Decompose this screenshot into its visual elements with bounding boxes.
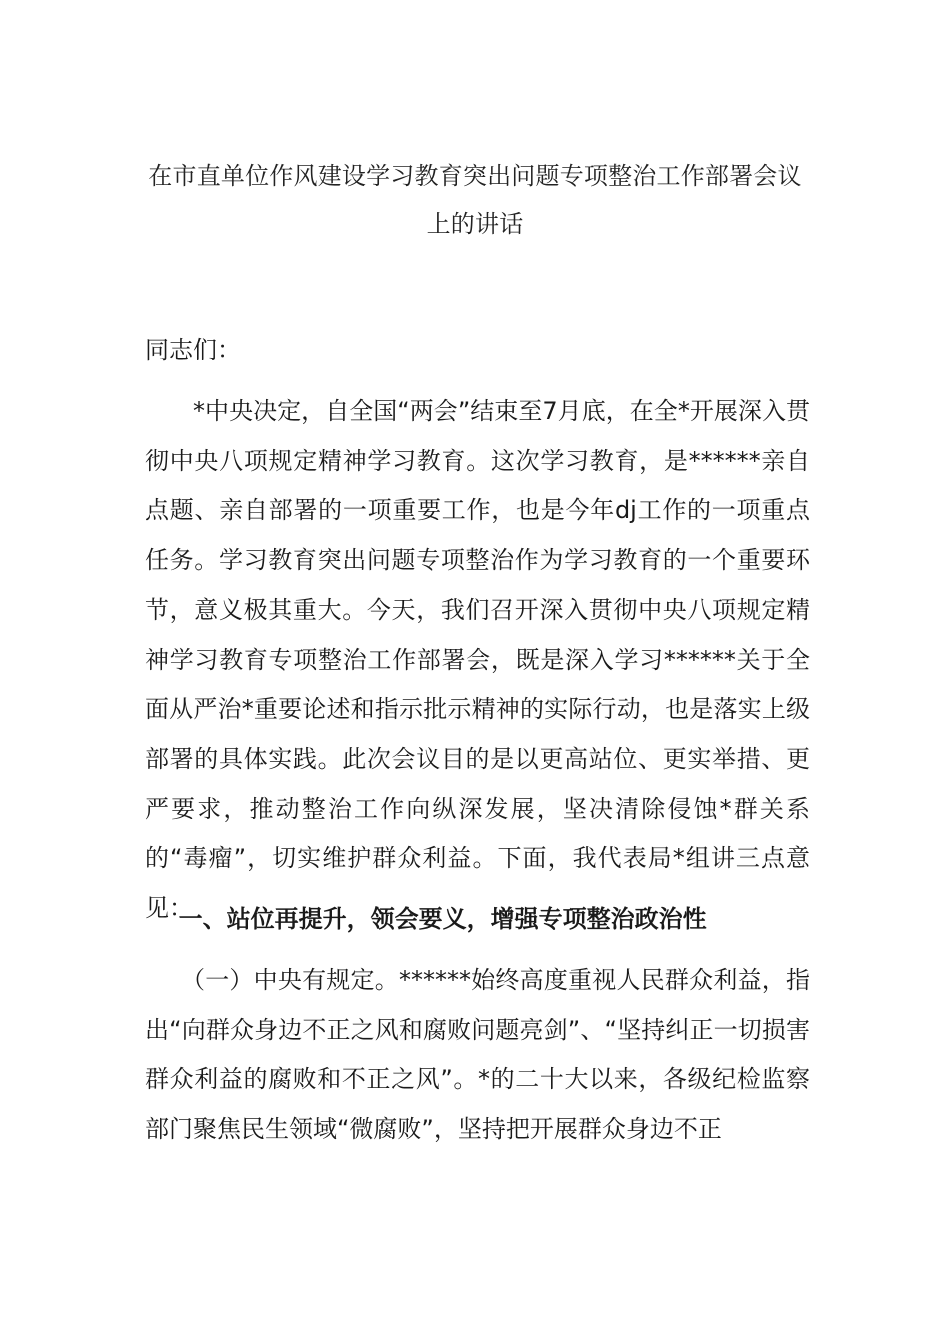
salutation: 同志们： [145, 336, 241, 364]
section-heading-1: 一、站位再提升，领会要义，增强专项整治政治性 [178, 905, 707, 933]
paragraph-2: （一）中央有规定。******始终高度重视人民群众利益，指出“向群众身边不正之风和腐败问题亮剑”、“坚持纠正一切损害群众利益的腐败和不正之风”。*的二十大以来，各级纪检监察部门聚焦民生领域“微腐败”，坚持把开展群众身边不正 [145, 966, 810, 1144]
paragraph-1: *中央决定，自全国“两会”结束至7月底，在全*开展深入贯彻中央八项规定精神学习教育。这次学习教育，是******亲自点题、亲自部署的一项重要工作，也是今年dj工作的一项重点任务。学习教育突出问题专项整治作为学习教育的一个重要环节，意义极其重大。今天，我们召开深入贯彻中央八项规定精神学习教育专项整治工作部署会，既是深入学习******关于全面从严治*重要论述和指示批示精神的实际行动，也是落实上级部署的具体实践。此次会议目的是以更高站位、更实举措、更严要求，推动整治工作向纵深发展，坚决清除侵蚀*群关系的“毒瘤”，切实维护群众利益。下面，我代表局*组讲三点意见： [145, 397, 810, 923]
document-title: 在市直单位作风建设学习教育突出问题专项整治工作部署会议上的讲话 [148, 162, 802, 238]
